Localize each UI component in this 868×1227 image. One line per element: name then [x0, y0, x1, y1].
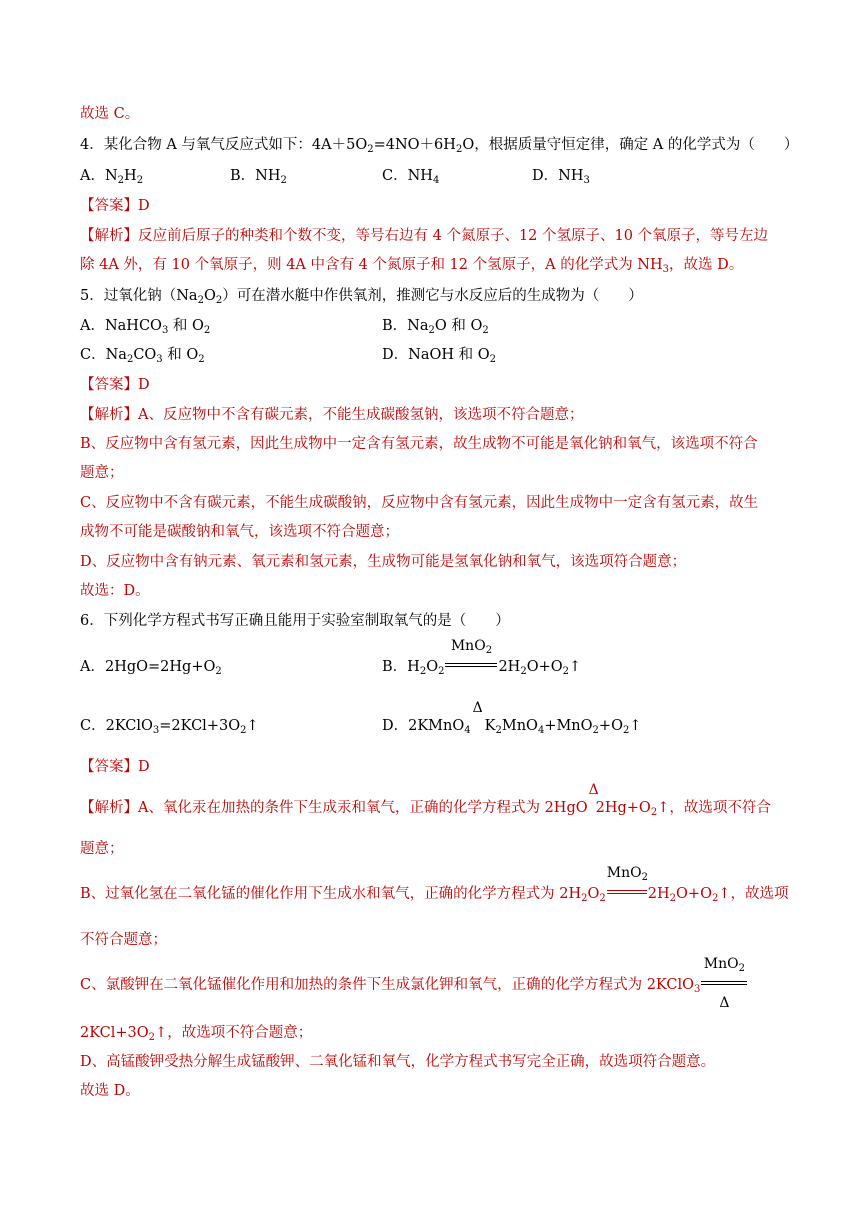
q6-option-d: D．2KMnO$_4$ Δ $K_2MnO_4+MnO_2+O_2↑$ [382, 700, 642, 736]
q6-conclusion: 故选 D。 [80, 1083, 140, 1099]
q5-option-c: C．$Na_2CO_3$ 和 $O_2$ [80, 347, 205, 365]
q5-analysis-c2: 成物不可能是碳酸钠和氧气，该选项不符合题意； [80, 524, 399, 540]
q4-option-d: D．$NH_3$ [532, 168, 590, 186]
q6-analysis-d: D、高锰酸钾受热分解生成锰酸钾、二氧化锰和氧气，化学方程式书写完全正确，故选项符合题意。 [80, 1054, 716, 1070]
q6-option-c: C．$2KClO_3=2KCl+3O_2↑$ [80, 718, 259, 736]
q6-analysis-b2: 不符合题意； [80, 932, 167, 948]
q5-analysis-a: 【解析】A、反应物中不含有碳元素，不能生成碳酸氢钠，该选项不符合题意； [80, 407, 584, 423]
q5-conclusion: 故选：D。 [80, 583, 150, 599]
q5-analysis-b2: 题意； [80, 465, 124, 481]
q3-conclusion: 故选 C。 [80, 106, 140, 122]
q5-option-a: A．NaHCO$_3$ 和 $O_2$ [80, 318, 211, 336]
q6-analysis-a: 【解析】A、氧化汞在加热的条件下生成汞和氧气，正确的化学方程式为 2HgO Δ $2Hg+O_2↑$，故选项不符合 [80, 782, 771, 818]
q4-analysis-line2: 除 4A 外，有 10 个氧原子，则 4A 中含有 4 个氮原子和 12 个氢原子，A 的化学式为 $NH_3$，故选 D。 [80, 257, 744, 275]
q6-option-a: A．$2HgO=2Hg+O_2$ [80, 659, 222, 677]
q5-analysis-c1: C、反应物中不含有碳元素，不能生成碳酸钠，反应物中含有氢元素，因此生成物中一定含有氢元素，故生 [80, 495, 759, 511]
q5-option-d: D．NaOH 和 $O_2$ [382, 347, 496, 365]
q5-analysis-b1: B、反应物中含有氢元素，因此生成物中一定含有氢元素，故生成物不可能是氧化钠和氧气，该选项不符合 [80, 436, 758, 452]
q5-answer: 【答案】D [80, 377, 150, 393]
q6-analysis-c: C、氯酸钾在二氧化锰催化作用和加热的条件下生成氯化钾和氧气，正确的化学方程式为 2KClO$_3$ MnO$_2$ Δ [80, 975, 748, 995]
q6-analysis-c2: $2KCl+3O_2↑$，故选项不符合题意； [80, 1025, 313, 1043]
q4-analysis-line1: 【解析】反应前后原子的种类和个数不变，等号右边有 4 个氮原子、12 个氢原子、10 个氧原子，等号左边 [80, 228, 769, 244]
q4-answer: 【答案】D [80, 198, 150, 214]
q4-option-b: B．$NH_2$ [230, 168, 287, 186]
q5-option-b: B．$Na_2O$ 和 $O_2$ [382, 318, 489, 336]
q6-stem: 6．下列化学方程式书写正确且能用于实验室制取氧气的是（ ） [80, 613, 510, 629]
q4-stem: 4．某化合物 A 与氧气反应式如下：$4A+5O_2=4NO+6H_2O$，根据质量守恒定律，确定 A 的化学式为（ ） [80, 137, 799, 155]
q4-option-a: A．$N_2H_2$ [80, 168, 144, 186]
q5-analysis-d: D、反应物中含有钠元素、氧元素和氢元素，生成物可能是氢氧化钠和氧气，该选项符合题意； [80, 554, 687, 570]
q4-option-c: C．$NH_4$ [382, 168, 440, 186]
q6-answer: 【答案】D [80, 759, 150, 775]
q5-stem: 5．过氧化钠$(Na_2O_2)$可在潜水艇中作供氧剂，推测它与水反应后的生成物为（ ） [80, 288, 643, 306]
q6-analysis-b: B、过氧化氢在二氧化锰的催化作用下生成水和氧气，正确的化学方程式为 $2H_2O_2$ MnO$_2$ $2H_2O+O_2↑$，故选项 [80, 865, 789, 904]
q6-option-b: B．$H_2O_2$ MnO$_2$ $2H_2O+O_2↑$ [382, 638, 582, 677]
q6-analysis-a2: 题意； [80, 841, 124, 857]
